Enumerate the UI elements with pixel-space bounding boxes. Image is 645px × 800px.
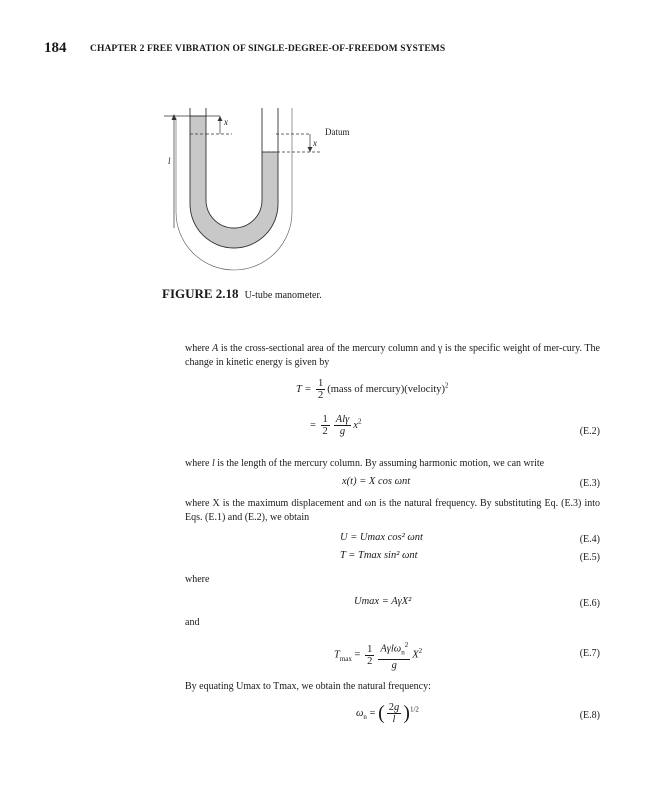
- equation-e7: $T_{max}$ = $\frac{1}{2}$ $\frac{A\gamma l\omega_n^2}{g}$ $X^2$: [334, 641, 423, 671]
- figure-caption-text: U-tube manometer.: [244, 290, 322, 301]
- equation-e2: = $\frac{1}{2}$ $\frac{\text{Alγ}}{g}$ $x^2$: [310, 414, 362, 437]
- word-where: where: [185, 574, 210, 585]
- figure-label-datum: Datum: [325, 127, 350, 137]
- equation-number-e4: (E.4): [579, 534, 600, 545]
- equation-number-e5: (E.5): [579, 552, 600, 563]
- equation-e4: U = Umax cos² ωnt: [340, 532, 423, 543]
- equation-number-e8: (E.8): [579, 710, 600, 721]
- tube-inner-wall: [206, 108, 262, 228]
- equation-number-e7: (E.7): [579, 648, 600, 659]
- equation-kinetic-energy: T = $\frac{1}{2}$ (mass of mercury)(velocity)$^2$: [296, 378, 449, 401]
- figure-label-l: l: [168, 156, 171, 166]
- u-tube-figure: [150, 108, 390, 288]
- paragraph-2: where l is the length of the mercury column. By assuming harmonic motion, we can write: [185, 458, 545, 469]
- equation-number-e6: (E.6): [579, 598, 600, 609]
- equation-e8: $\omega_n$ = ( $\frac{2g}{l}$ )$^{1/2}$: [356, 702, 419, 725]
- page-number: 184: [44, 40, 67, 56]
- paragraph-4: By equating Umax to Tmax, we obtain the natural frequency:: [185, 681, 431, 692]
- equation-e3: x(t) = X cos ωnt: [342, 476, 411, 487]
- running-header: CHAPTER 2 FREE VIBRATION OF SINGLE-DEGREE-OF-FREEDOM SYSTEMS: [90, 44, 446, 54]
- figure-caption: [162, 286, 322, 302]
- figure-label-x-left: x: [224, 117, 228, 127]
- equation-number-e3: (E.3): [579, 478, 600, 489]
- figure-label-x-right: x: [313, 138, 317, 148]
- figure-caption-label: FIGURE 2.18: [162, 286, 239, 301]
- equation-e5: T = Tmax sin² ωnt: [340, 550, 418, 561]
- paragraph-1: where A is the cross-sectional area of the mercury column and γ is the specific weight of mer-cury. The change in kinetic energy is given by: [185, 343, 600, 368]
- equation-e6: Umax = AγX²: [354, 596, 412, 607]
- equation-number-e2: (E.2): [579, 426, 600, 437]
- paragraph-3: where X is the maximum displacement and ωn is the natural frequency. By substituting Eq. (E.3) into Eqs. (E.1) and (E.2), we obtain: [185, 498, 600, 523]
- word-and: and: [185, 617, 200, 628]
